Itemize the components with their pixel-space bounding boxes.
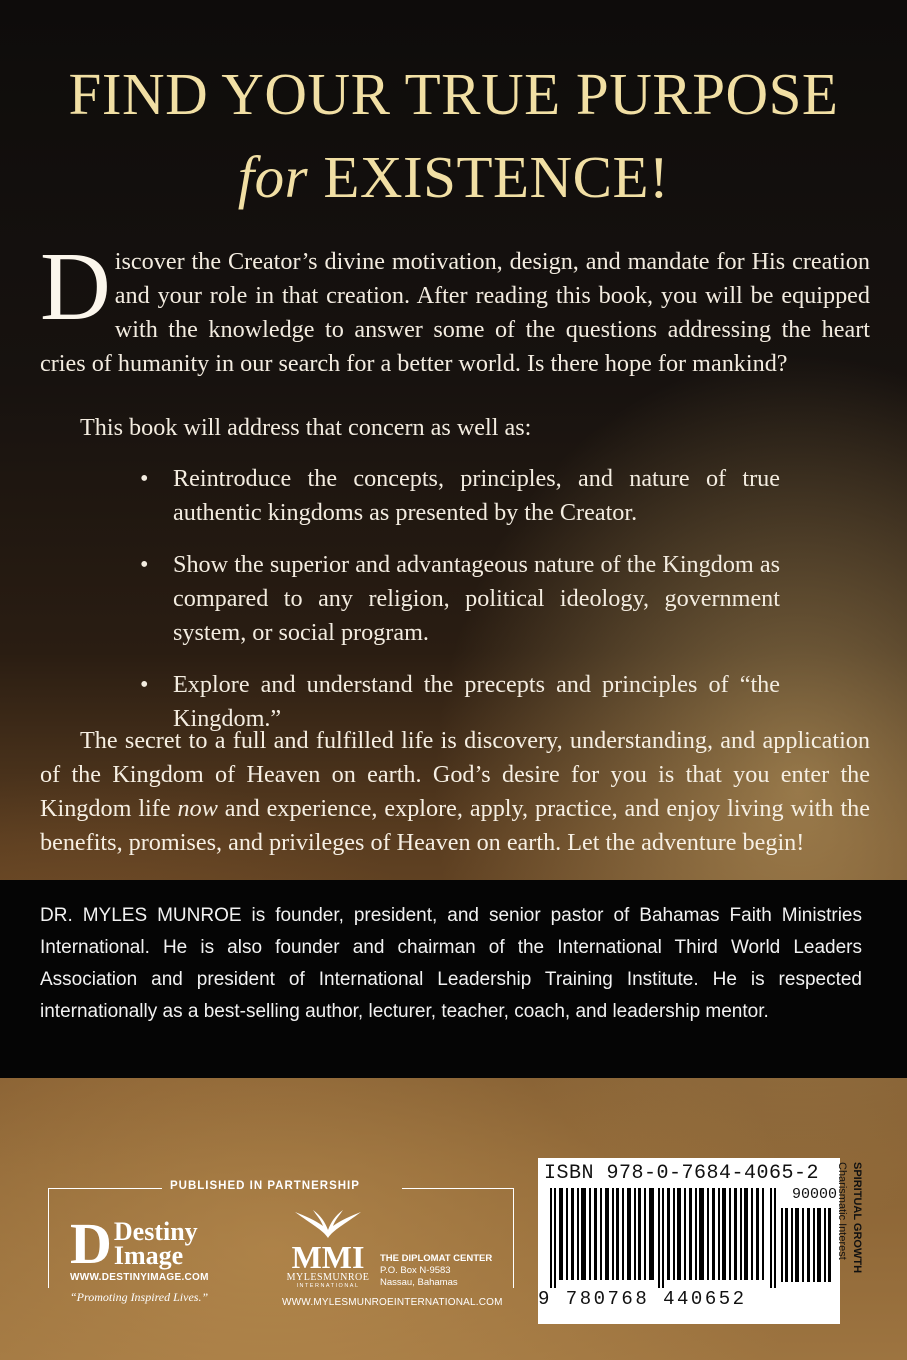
bullet-text: Reintroduce the concepts, principles, and nature of true authentic kingdoms as presented by the Creator.	[173, 465, 780, 526]
destiny-logo-mark	[70, 1211, 240, 1276]
destiny-logo-letter: D	[70, 1211, 112, 1276]
mmi-name: MYLESMUNROE	[286, 1272, 370, 1283]
headline-line-1: FIND YOUR TRUE PURPOSE	[68, 61, 839, 127]
destiny-url: WWW.DESTINYIMAGE.COM	[70, 1272, 209, 1283]
mmi-logo	[282, 1208, 512, 1308]
headline-existence: EXISTENCE!	[323, 144, 670, 210]
bullet-dot-icon: •	[140, 551, 149, 578]
mmi-letters: MMI	[291, 1239, 365, 1275]
destiny-logo-word-2: Image	[113, 1241, 184, 1270]
closing-text-2: and experience, explore, apply, practice, and enjoy living with the benefits, promises, and privileges of Heaven on earth. Let the adventure begin!	[40, 795, 870, 856]
mmi-url: WWW.MYLESMUNROEINTERNATIONAL.COM	[282, 1297, 503, 1308]
partnership-frame-right	[513, 1188, 514, 1288]
intro-paragraph	[40, 233, 870, 381]
price-code: 90000	[792, 1186, 838, 1203]
author-bio: DR. MYLES MUNROE is founder, president, and senior pastor of Bahamas Faith Ministries International. He is also founder and chairman of the International Third World Leaders Association and president of International Leadership Training Institute. He is respected internationally as a best-selling author, lecturer, teacher, coach, and leadership mentor.	[40, 905, 862, 1022]
drop-cap: D	[40, 233, 111, 341]
partnership-rule-right	[402, 1188, 514, 1189]
destiny-image-logo	[70, 1211, 240, 1305]
mmi-address	[380, 1253, 492, 1289]
eagle-icon	[293, 1208, 363, 1242]
headline-for: for	[237, 144, 309, 210]
closing-emphasis: now	[177, 795, 218, 822]
mmi-address-line-2: Nassau, Bahamas	[380, 1277, 458, 1288]
mmi-logo-mark	[282, 1208, 374, 1289]
bullet-list	[140, 462, 780, 754]
bullet-item	[140, 462, 780, 530]
destiny-tagline: “Promoting Inspired Lives.”	[70, 1290, 209, 1304]
category-sub: Charismatic Interest	[836, 1162, 848, 1260]
closing-text-1: The secret to a full and fulfilled life is discovery, understanding, and application of the Kingdom of Heaven on earth. God’s desire for you is that you enter the Kingdom life	[40, 727, 870, 822]
category-main: SPIRITUAL GROWTH	[851, 1162, 863, 1274]
mmi-address-line-1: P.O. Box N-9583	[380, 1265, 451, 1276]
isbn-text: ISBN 978-0-7684-4065-2	[544, 1162, 820, 1185]
ean-digits: 9 780768 440652	[538, 1288, 747, 1310]
bullet-text: Explore and understand the precepts and principles of “the Kingdom.”	[173, 671, 780, 732]
bullet-item	[140, 548, 780, 650]
destiny-logo-words	[113, 1217, 198, 1270]
mmi-international: INTERNATIONAL	[296, 1283, 360, 1289]
bullet-dot-icon: •	[140, 465, 149, 492]
closing-paragraph	[40, 724, 870, 860]
bullet-lead-in: This book will address that concern as well as:	[80, 414, 532, 441]
bullet-text: Show the superior and advantageous nature of the Kingdom as compared to any religion, political ideology, government system, or social program.	[173, 551, 780, 646]
headline-line-2	[0, 143, 907, 212]
mmi-address-title: THE DIPLOMAT CENTER	[380, 1253, 493, 1264]
partnership-label: PUBLISHED IN PARTNERSHIP	[170, 1180, 360, 1192]
bullet-dot-icon: •	[140, 671, 149, 698]
barcode-box	[538, 1158, 840, 1324]
partnership-frame-left	[48, 1188, 49, 1288]
category-label	[820, 1162, 864, 1318]
destiny-logo-word-1: Destiny	[113, 1217, 198, 1246]
intro-text: iscover the Creator’s divine motivation, design, and mandate for His creation and your role in that creation. After reading this book, you will be equipped with the knowledge to answer some of the questions addressing the heart cries of humanity in our search for a better world. Is there hope for mankind?	[40, 248, 870, 377]
partnership-rule-left	[48, 1188, 162, 1189]
ean-barcode-icon	[550, 1188, 778, 1288]
